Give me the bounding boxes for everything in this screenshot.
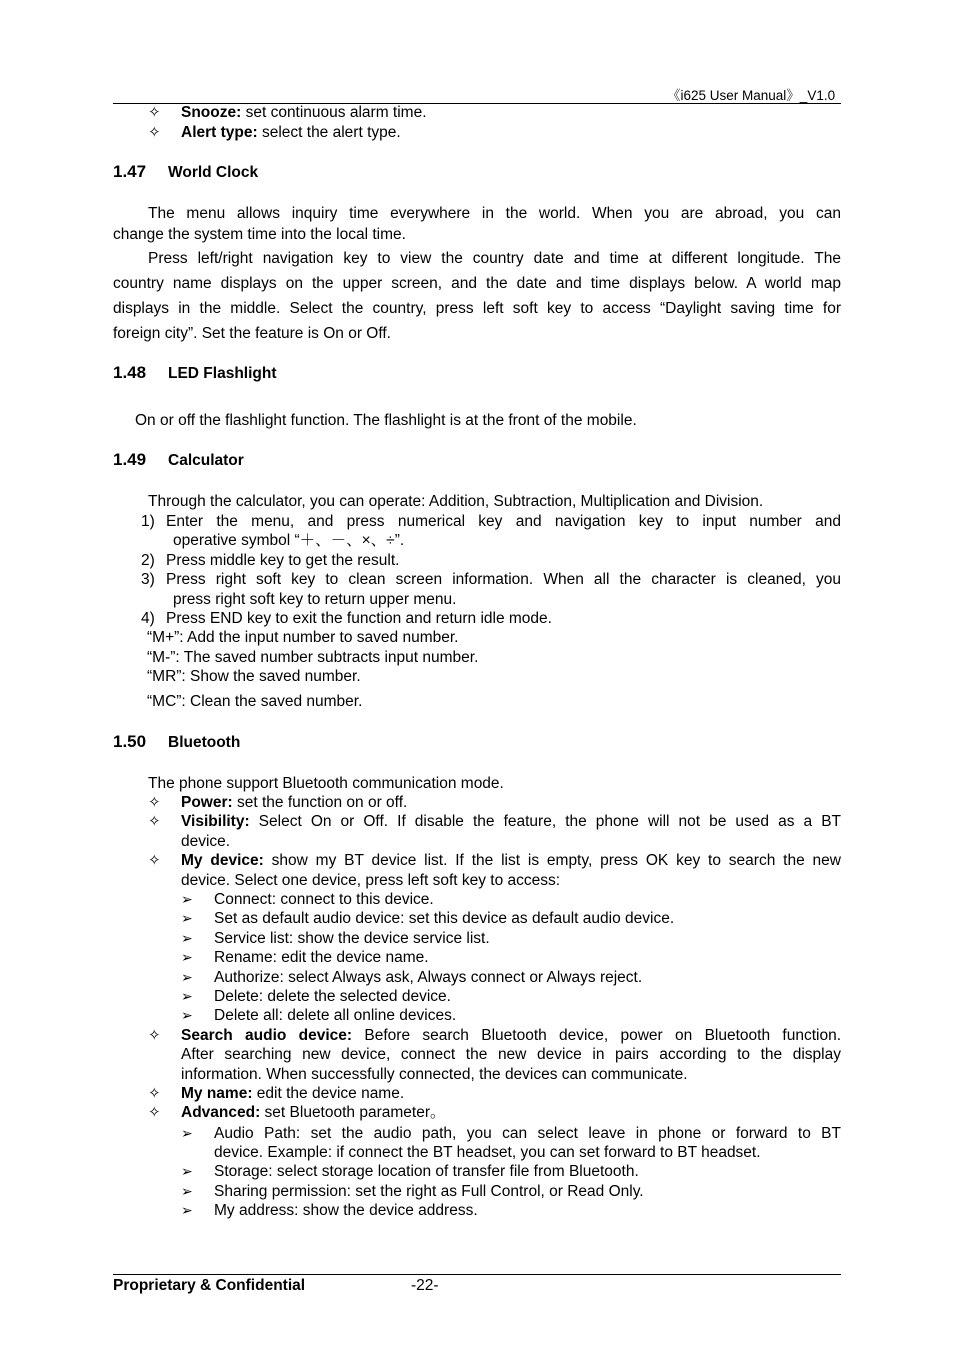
section-number: 1.47 <box>113 162 147 181</box>
arrowhead-icon: ➢ <box>181 1007 193 1023</box>
bullet-continuation: device. Select one device, press left soft key to access: <box>181 872 561 889</box>
arrowhead-icon: ➢ <box>181 949 193 965</box>
sub-item: Service list: show the device service list. <box>214 930 490 947</box>
diamond-bullet-icon: ✧ <box>148 1104 161 1121</box>
paragraph-line: On or off the flashlight function. The flashlight is at the front of the mobile. <box>135 412 637 429</box>
paragraph-line: foreign city”. Set the feature is On or Off. <box>113 325 391 342</box>
diamond-bullet-icon: ✧ <box>148 1085 161 1102</box>
sub-item: Delete: delete the selected device. <box>214 988 451 1005</box>
memory-key-desc: “M-”: The saved number subtracts input number. <box>147 649 479 666</box>
sub-item: Authorize: select Always ask, Always connect or Always reject. <box>214 969 643 986</box>
sub-item-continuation: device. Example: if connect the BT headset, you can set forward to BT headset. <box>214 1144 761 1161</box>
arrowhead-icon: ➢ <box>181 969 193 985</box>
paragraph-line: The menu allows inquiry time everywhere in the world. When you are abroad, you can <box>148 205 841 222</box>
diamond-bullet-icon: ✧ <box>148 104 161 121</box>
bullet-advanced: Advanced: set Bluetooth parameter。 <box>181 1104 446 1121</box>
paragraph-line: The phone support Bluetooth communication mode. <box>148 775 504 792</box>
manual-title: 《i625 User Manual》_V1.0 <box>667 88 836 103</box>
paragraph-line: displays in the middle. Select the country, press left soft key to access “Daylight saving time for <box>113 300 841 317</box>
arrowhead-icon: ➢ <box>181 930 193 946</box>
paragraph-line: country name displays on the upper screen, and the date and time displays below. A world map <box>113 275 841 292</box>
bullet-continuation: device. <box>181 833 231 850</box>
diamond-bullet-icon: ✧ <box>148 1027 161 1044</box>
sub-item: Audio Path: set the audio path, you can select leave in phone or forward to BT <box>214 1125 841 1142</box>
bullet-continuation: information. When successfully connected, the devices can communicate. <box>181 1066 688 1083</box>
sub-item: Rename: edit the device name. <box>214 949 429 966</box>
bullet-my-name: My name: edit the device name. <box>181 1085 405 1102</box>
bullet-alert-type: Alert type: select the alert type. <box>181 124 401 141</box>
sub-item: Delete all: delete all online devices. <box>214 1007 457 1024</box>
section-number: 1.50 <box>113 732 147 751</box>
sub-item: Set as default audio device: set this device as default audio device. <box>214 910 675 927</box>
sub-item: My address: show the device address. <box>214 1202 478 1219</box>
diamond-bullet-icon: ✧ <box>148 794 161 811</box>
sub-item: Storage: select storage location of transfer file from Bluetooth. <box>214 1163 639 1180</box>
arrowhead-icon: ➢ <box>181 1163 193 1179</box>
arrowhead-icon: ➢ <box>181 1202 193 1218</box>
footer-confidential: Proprietary & Confidential <box>113 1277 306 1294</box>
memory-key-desc: “M+”: Add the input number to saved number. <box>147 629 459 646</box>
arrowhead-icon: ➢ <box>181 1183 193 1199</box>
bullet-my-device: My device: show my BT device list. If the list is empty, press OK key to search the new <box>181 852 841 869</box>
step-text: press right soft key to return upper menu. <box>173 591 457 608</box>
arrowhead-icon: ➢ <box>181 891 193 907</box>
section-title: Bluetooth <box>168 734 241 751</box>
step-number: 4) <box>141 610 155 627</box>
arrowhead-icon: ➢ <box>181 910 193 926</box>
bullet-visibility: Visibility: Select On or Off. If disable the feature, the phone will not be used as a BT <box>181 813 841 830</box>
paragraph-line: Press left/right navigation key to view the country date and time at different longitude. The <box>148 250 841 267</box>
section-title: LED Flashlight <box>168 365 277 382</box>
step-number: 1) <box>141 513 155 530</box>
paragraph-line: Through the calculator, you can operate: Addition, Subtraction, Multiplication and Division. <box>148 493 764 510</box>
footer-divider <box>113 1274 841 1275</box>
step-text: operative symbol “＋、－、×、÷”. <box>173 532 405 549</box>
section-title: Calculator <box>168 452 244 469</box>
section-title: World Clock <box>168 164 259 181</box>
bullet-power: Power: set the function on or off. <box>181 794 408 811</box>
step-text: Enter the menu, and press numerical key and navigation key to input number and <box>166 513 841 530</box>
step-number: 2) <box>141 552 155 569</box>
sub-item: Sharing permission: set the right as Full Control, or Read Only. <box>214 1183 644 1200</box>
paragraph-line: change the system time into the local time. <box>113 226 406 243</box>
diamond-bullet-icon: ✧ <box>148 852 161 869</box>
arrowhead-icon: ➢ <box>181 1125 193 1141</box>
section-number: 1.48 <box>113 363 147 382</box>
memory-key-desc: “MR”: Show the saved number. <box>147 668 361 685</box>
diamond-bullet-icon: ✧ <box>148 813 161 830</box>
diamond-bullet-icon: ✧ <box>148 124 161 141</box>
step-text: Press middle key to get the result. <box>166 552 400 569</box>
step-text: Press END key to exit the function and return idle mode. <box>166 610 552 627</box>
page-number: -22- <box>411 1277 439 1294</box>
memory-key-desc: “MC”: Clean the saved number. <box>147 693 363 710</box>
bullet-search-audio-device: Search audio device: Before search Bluetooth device, power on Bluetooth function. <box>181 1027 842 1044</box>
bullet-continuation: After searching new device, connect the new device in pairs according to the display <box>181 1046 841 1063</box>
bullet-snooze: Snooze: set continuous alarm time. <box>181 104 427 121</box>
section-number: 1.49 <box>113 450 147 469</box>
sub-item: Connect: connect to this device. <box>214 891 434 908</box>
step-number: 3) <box>141 571 155 588</box>
step-text: Press right soft key to clean screen information. When all the character is cleaned, you <box>166 571 841 588</box>
arrowhead-icon: ➢ <box>181 988 193 1004</box>
